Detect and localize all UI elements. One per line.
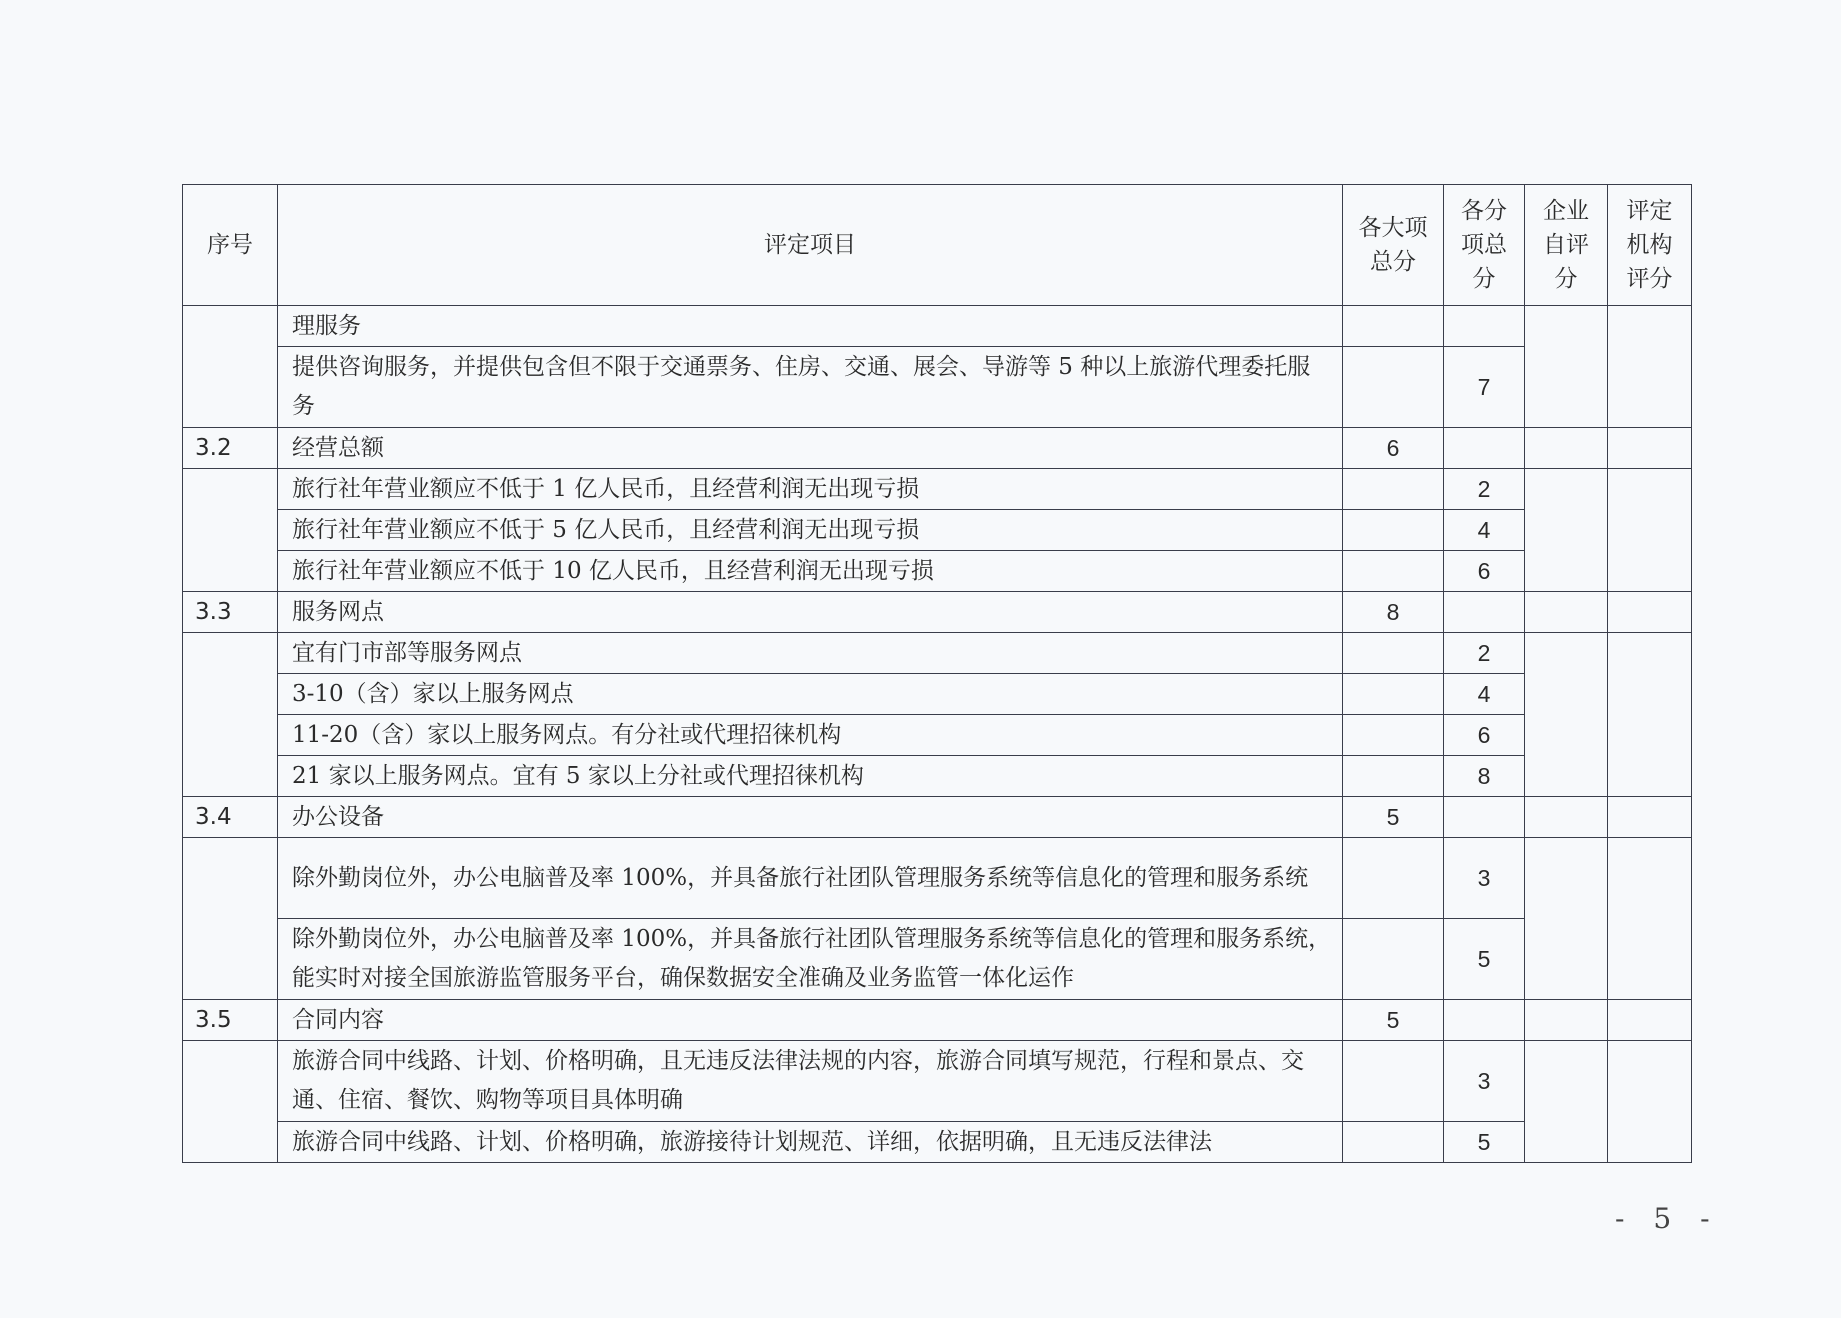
section-title: 服务网点 [278, 592, 1343, 633]
section-total-score: 6 [1343, 428, 1444, 469]
self-score-cell [1525, 1000, 1608, 1041]
self-score-cell [1525, 428, 1608, 469]
seq-cell [183, 469, 278, 592]
criterion-score: 3 [1444, 1041, 1525, 1122]
scoring-table [182, 184, 1692, 1163]
major-total-cell [1343, 469, 1444, 510]
section-total-score: 5 [1343, 797, 1444, 838]
criterion-score: 4 [1444, 674, 1525, 715]
criterion-text: 除外勤岗位外，办公电脑普及率 100%，并具备旅行社团队管理服务系统等信息化的管理和服务系统 [278, 838, 1343, 919]
sub-score-cell [1444, 428, 1525, 469]
table-row [183, 1122, 1692, 1163]
criterion-score: 5 [1444, 919, 1525, 1000]
agency-score-cell [1608, 838, 1692, 1000]
section-number: 3.2 [183, 428, 278, 469]
criterion-score: 5 [1444, 1122, 1525, 1163]
criterion-text: 旅行社年营业额应不低于 5 亿人民币，且经营利润无出现亏损 [278, 510, 1343, 551]
major-total-cell [1343, 633, 1444, 674]
section-title: 经营总额 [278, 428, 1343, 469]
agency-score-cell [1608, 306, 1692, 428]
criterion-score: 2 [1444, 633, 1525, 674]
criterion-text: 旅游合同中线路、计划、价格明确，且无违反法律法规的内容，旅游合同填写规范，行程和景点、交通、住宿、餐饮、购物等项目具体明确 [278, 1041, 1343, 1122]
header-agency-score: 评定机构评分 [1608, 185, 1692, 306]
section-number: 3.3 [183, 592, 278, 633]
seq-cell [183, 1041, 278, 1163]
section-number: 3.5 [183, 1000, 278, 1041]
section-row [183, 797, 1692, 838]
criterion-score [1444, 306, 1525, 347]
section-row [183, 592, 1692, 633]
criterion-text: 除外勤岗位外，办公电脑普及率 100%，并具备旅行社团队管理服务系统等信息化的管理和服务系统，能实时对接全国旅游监管服务平台，确保数据安全准确及业务监管一体化运作 [278, 919, 1343, 1000]
criterion-text: 21 家以上服务网点。宜有 5 家以上分社或代理招徕机构 [278, 756, 1343, 797]
agency-score-cell [1608, 469, 1692, 592]
table-row [183, 510, 1692, 551]
agency-score-cell [1608, 1000, 1692, 1041]
table-body [183, 306, 1692, 1163]
criterion-text: 旅游合同中线路、计划、价格明确，旅游接待计划规范、详细，依据明确，且无违反法律法 [278, 1122, 1343, 1163]
section-total-score: 5 [1343, 1000, 1444, 1041]
agency-score-cell [1608, 797, 1692, 838]
major-total-cell [1343, 715, 1444, 756]
table-row [183, 1041, 1692, 1122]
self-score-cell [1525, 592, 1608, 633]
table-header-row [183, 185, 1692, 306]
seq-cell [183, 306, 278, 428]
table-row [183, 756, 1692, 797]
sub-score-cell [1444, 592, 1525, 633]
criterion-score: 8 [1444, 756, 1525, 797]
criterion-text: 11-20（含）家以上服务网点。有分社或代理招徕机构 [278, 715, 1343, 756]
header-self-score: 企业自评分 [1525, 185, 1608, 306]
section-title: 办公设备 [278, 797, 1343, 838]
criterion-score: 6 [1444, 715, 1525, 756]
self-score-cell [1525, 797, 1608, 838]
section-row [183, 428, 1692, 469]
header-seq: 序号 [183, 185, 278, 306]
self-score-cell [1525, 1041, 1608, 1163]
seq-cell [183, 633, 278, 797]
sub-score-cell [1444, 1000, 1525, 1041]
criterion-text: 旅行社年营业额应不低于 1 亿人民币，且经营利润无出现亏损 [278, 469, 1343, 510]
section-row [183, 1000, 1692, 1041]
agency-score-cell [1608, 592, 1692, 633]
table-row [183, 551, 1692, 592]
section-title: 合同内容 [278, 1000, 1343, 1041]
section-number: 3.4 [183, 797, 278, 838]
table-row [183, 633, 1692, 674]
criterion-text: 理服务 [278, 306, 1343, 347]
sub-score-cell [1444, 797, 1525, 838]
table-row [183, 715, 1692, 756]
major-total-cell [1343, 838, 1444, 919]
major-total-cell [1343, 919, 1444, 1000]
agency-score-cell [1608, 1041, 1692, 1163]
table-row [183, 838, 1692, 919]
criterion-score: 4 [1444, 510, 1525, 551]
self-score-cell [1525, 838, 1608, 1000]
self-score-cell [1525, 306, 1608, 428]
header-item: 评定项目 [278, 185, 1343, 306]
seq-cell [183, 838, 278, 1000]
criterion-text: 宜有门市部等服务网点 [278, 633, 1343, 674]
section-total-score: 8 [1343, 592, 1444, 633]
major-total-cell [1343, 756, 1444, 797]
self-score-cell [1525, 469, 1608, 592]
major-total-cell [1343, 347, 1444, 428]
agency-score-cell [1608, 633, 1692, 797]
self-score-cell [1525, 633, 1608, 797]
criterion-score: 7 [1444, 347, 1525, 428]
header-sub-total: 各分项总分 [1444, 185, 1525, 306]
table-row [183, 469, 1692, 510]
table-row [183, 919, 1692, 1000]
major-total-cell [1343, 674, 1444, 715]
table-row [183, 347, 1692, 428]
criterion-text: 旅行社年营业额应不低于 10 亿人民币，且经营利润无出现亏损 [278, 551, 1343, 592]
agency-score-cell [1608, 428, 1692, 469]
criterion-text: 提供咨询服务，并提供包含但不限于交通票务、住房、交通、展会、导游等 5 种以上旅游代理委托服务 [278, 347, 1343, 428]
criterion-score: 2 [1444, 469, 1525, 510]
criterion-text: 3-10（含）家以上服务网点 [278, 674, 1343, 715]
page-number: - 5 - [1615, 1202, 1720, 1235]
major-total-cell [1343, 1041, 1444, 1122]
table-row [183, 674, 1692, 715]
major-total-cell [1343, 510, 1444, 551]
table-row [183, 306, 1692, 347]
header-major-total: 各大项总分 [1343, 185, 1444, 306]
major-total-cell [1343, 1122, 1444, 1163]
major-total-cell [1343, 551, 1444, 592]
major-total-cell [1343, 306, 1444, 347]
criterion-score: 3 [1444, 838, 1525, 919]
criterion-score: 6 [1444, 551, 1525, 592]
